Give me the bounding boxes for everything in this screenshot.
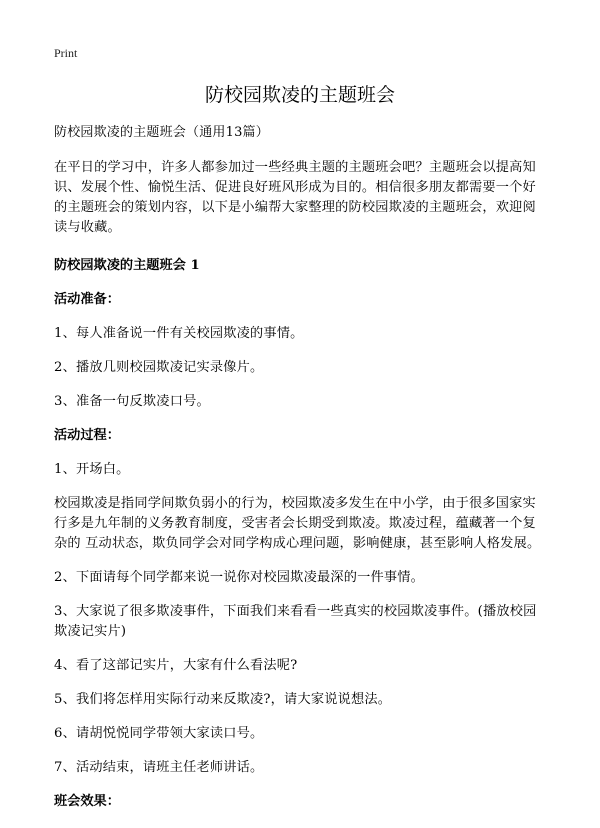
process-item: 7、活动结束，请班主任老师讲话。 — [54, 760, 264, 775]
effect-heading: 班会效果： — [54, 794, 120, 809]
process-item: 5、我们将怎样用实际行动来反欺凌?，请大家说说想法。 — [54, 692, 392, 707]
process-item: 6、请胡悦悦同学带领大家读口号。 — [54, 726, 264, 741]
prep-item: 3、准备一句反欺凌口号。 — [54, 394, 210, 409]
section-title: 防校园欺凌的主题班会 1 — [54, 258, 200, 273]
document-subtitle: 防校园欺凌的主题班会（通用13篇） — [54, 125, 269, 140]
process-item: 4、看了这部记实片，大家有什么看法呢? — [54, 658, 298, 673]
process-heading: 活动过程： — [54, 428, 120, 443]
process-item: 3、大家说了很多欺凌事件，下面我们来看看一些真实的校园欺凌事件。(播放校园欺凌记实片) — [54, 604, 537, 639]
process-paragraph: 校园欺凌是指同学间欺负弱小的行为，校园欺凌多发生在中小学，由于很多国家实行多是九年制的义务教育制度，受害者会长期受到欺凌。欺凌过程，蕴藏著一个复杂的 互动状态，欺负同学会对同学构成心理问题，影响健康，甚至影响人格发展。 — [54, 496, 541, 551]
process-item: 2、下面请每个同学都来说一说你对校园欺凌最深的一件事情。 — [54, 570, 425, 585]
intro-paragraph: 在平日的学习中，许多人都参加过一些经典主题的主题班会吧？主题班会以提高知识、发展个性、愉悦生活、促进良好班风形成为目的。相信很多朋友都需要一个好的主题班会的策划内容，以下是小编帮大家整理的防校园欺凌的主题班会，欢迎阅读与收藏。 — [54, 160, 536, 235]
page-title: 防校园欺凌的主题班会 — [204, 84, 395, 106]
print-link[interactable]: Print — [54, 46, 78, 60]
prep-heading: 活动准备： — [54, 292, 120, 307]
prep-item: 2、播放几则校园欺凌记实录像片。 — [54, 360, 264, 375]
process-item: 1、开场白。 — [54, 462, 130, 477]
prep-item: 1、每人准备说一件有关校园欺凌的事情。 — [54, 326, 304, 341]
